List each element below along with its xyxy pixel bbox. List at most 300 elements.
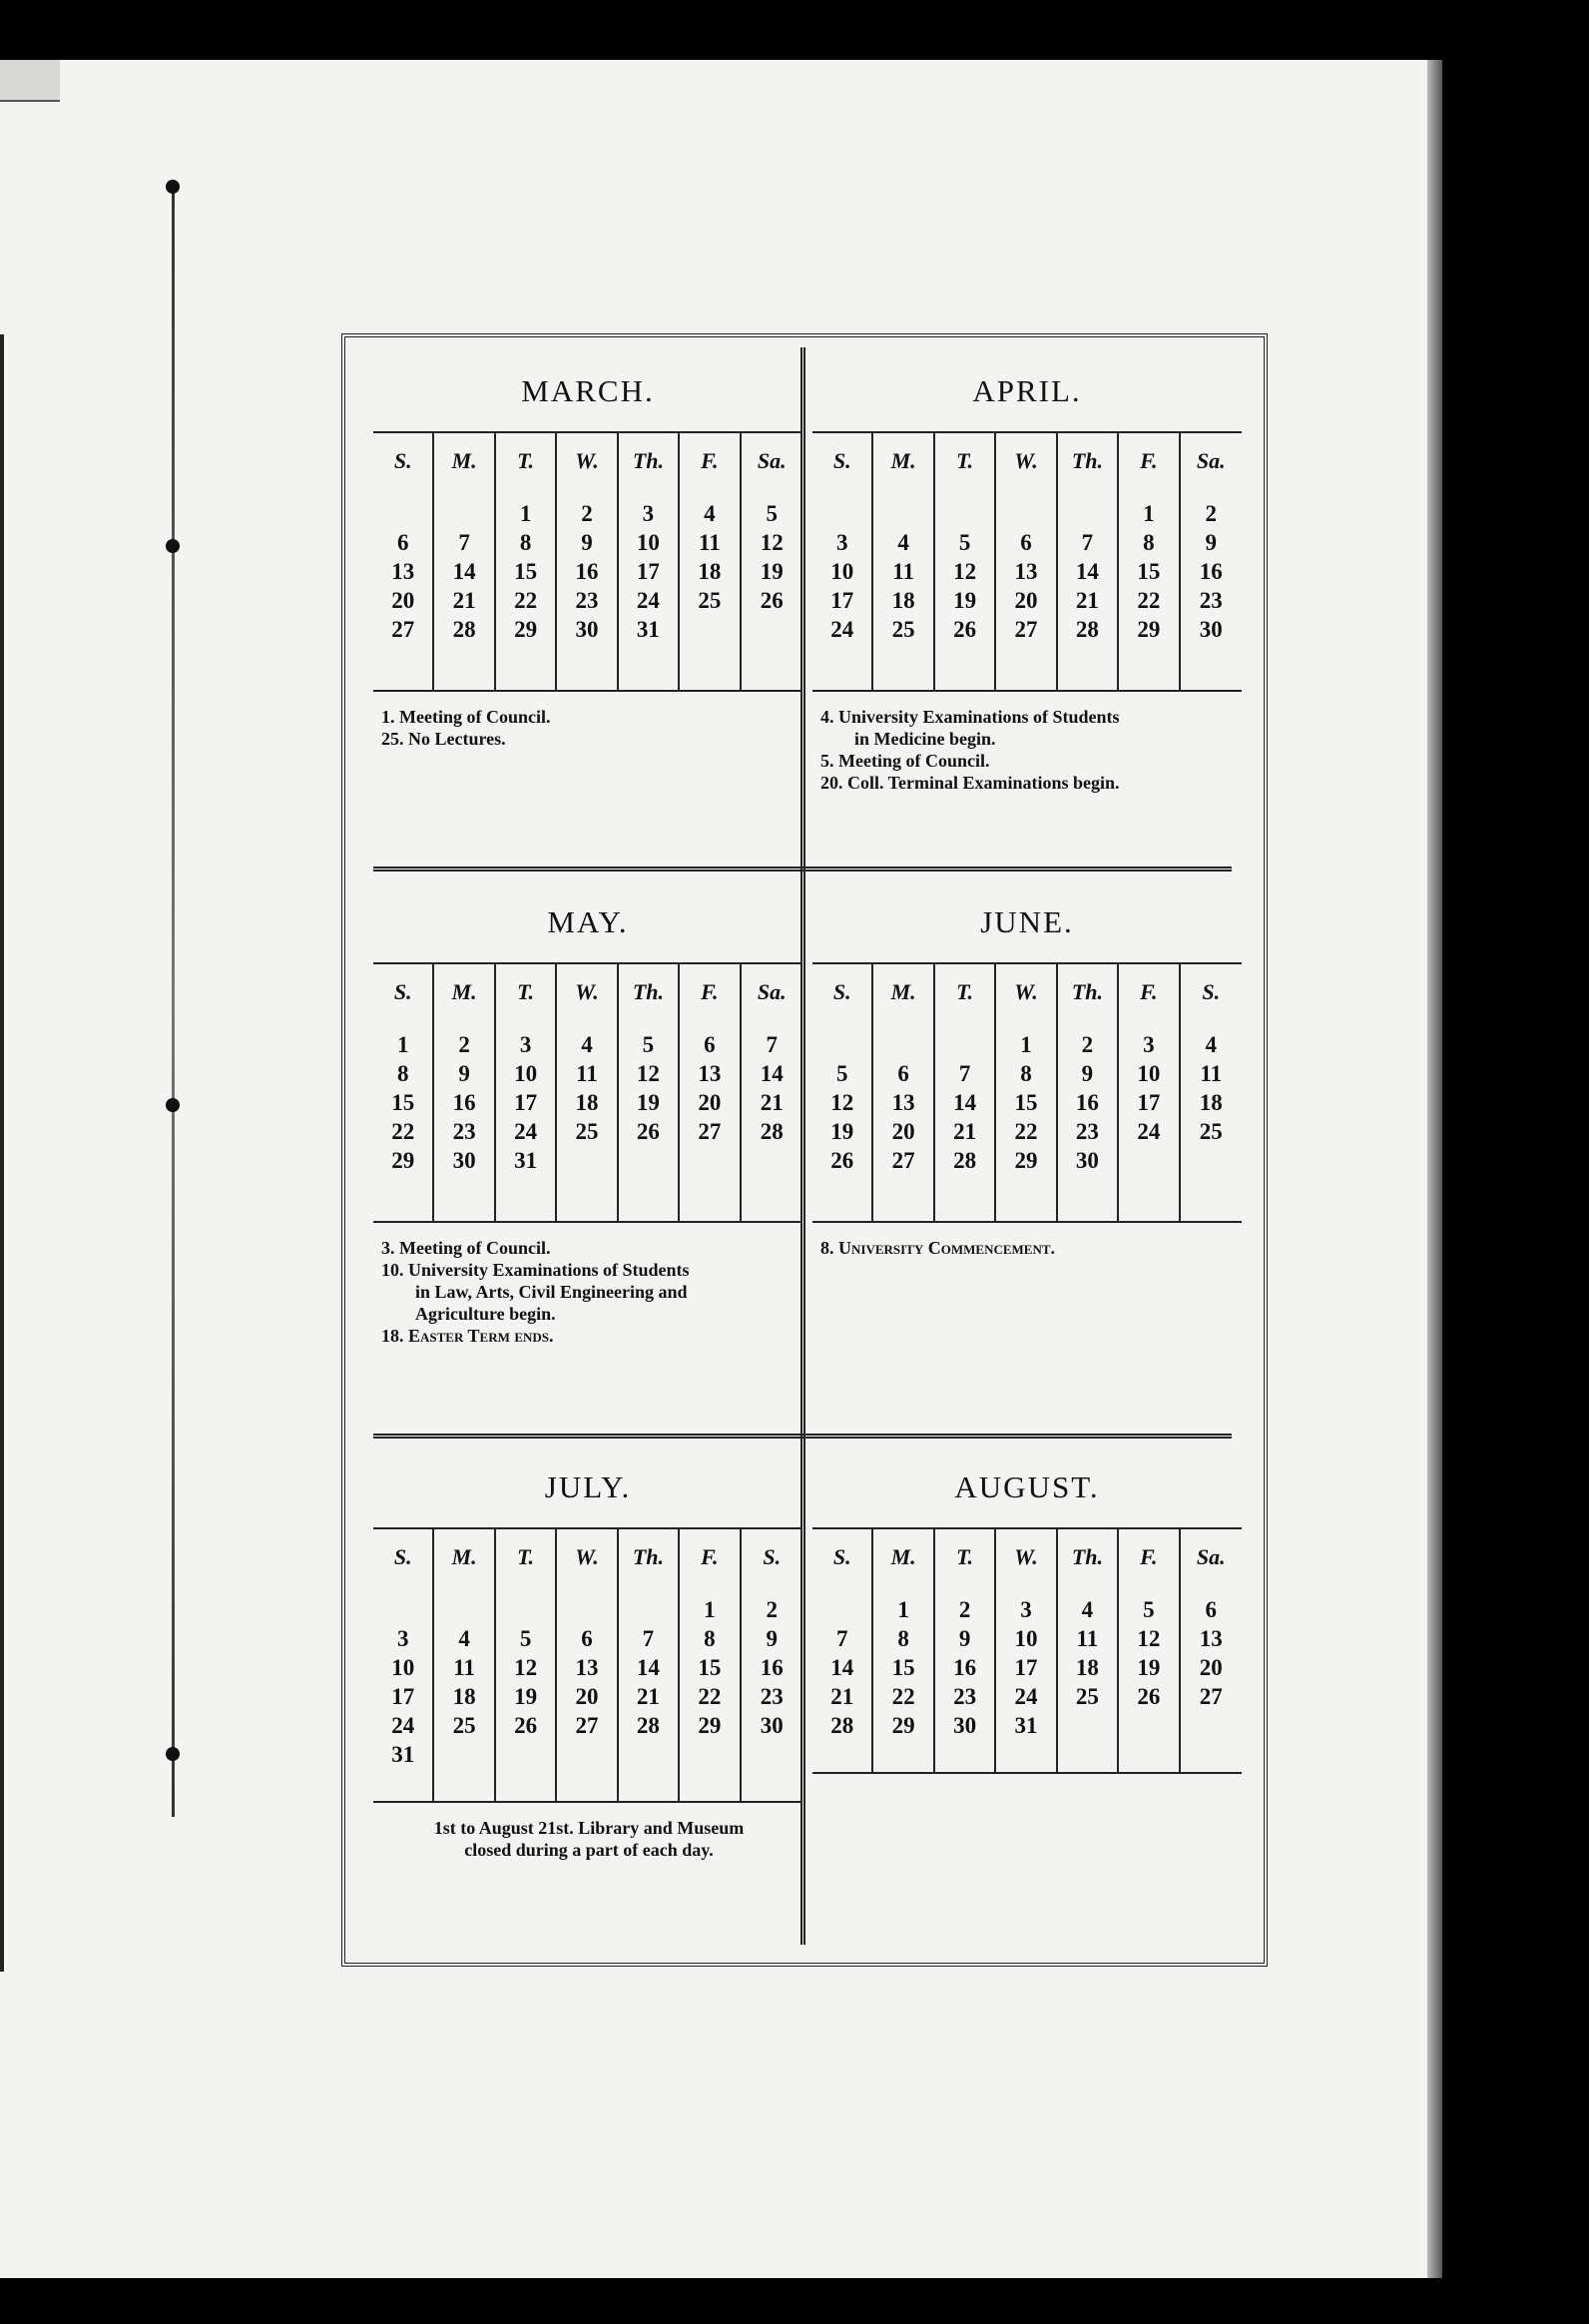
weekday-column <box>873 964 934 1221</box>
day-cell: 2 <box>458 1032 470 1057</box>
event-note: Agriculture begin. <box>415 1304 556 1324</box>
day-cell: 25 <box>575 1119 599 1144</box>
day-cell: 19 <box>1137 1655 1161 1680</box>
day-cell: 26 <box>760 588 784 613</box>
weekday-column <box>996 1529 1057 1772</box>
day-cell: 7 <box>458 530 470 555</box>
weekday-column <box>1058 1529 1119 1772</box>
day-cell: 18 <box>1075 1655 1099 1680</box>
weekday-column <box>496 964 557 1221</box>
weekday-header: S. <box>393 448 412 473</box>
day-cell: 8 <box>1143 530 1155 555</box>
day-cell: 11 <box>892 559 914 584</box>
day-cell: 17 <box>1014 1655 1038 1680</box>
day-cell: 27 <box>1199 1684 1223 1709</box>
day-cell: 17 <box>636 559 660 584</box>
day-cell: 27 <box>1014 617 1038 642</box>
day-cell: 7 <box>958 1061 971 1086</box>
day-cell: 4 <box>1205 1032 1218 1057</box>
event-note: in Law, Arts, Civil Engineering and <box>415 1282 688 1302</box>
day-cell: 30 <box>575 617 599 642</box>
day-cell: 10 <box>391 1655 415 1680</box>
page-edge-strip <box>0 60 60 102</box>
day-cell: 6 <box>581 1626 593 1651</box>
month-notes <box>373 1223 802 1347</box>
weekday-header: Th. <box>632 448 665 473</box>
day-cell: 10 <box>1137 1061 1161 1086</box>
day-cell: 25 <box>698 588 722 613</box>
day-cell: 14 <box>636 1655 660 1680</box>
day-cell: 5 <box>835 1061 848 1086</box>
day-cell: 26 <box>953 617 977 642</box>
weekday-header: F. <box>1140 979 1158 1004</box>
day-cell: 27 <box>391 617 415 642</box>
day-cell: 28 <box>953 1148 977 1173</box>
weekday-column <box>935 964 996 1221</box>
day-cell: 20 <box>575 1684 599 1709</box>
weekday-column <box>557 433 618 690</box>
weekday-column <box>935 1529 996 1772</box>
month-grid <box>812 433 1242 692</box>
weekday-header: S. <box>832 448 851 473</box>
month-march <box>373 365 802 750</box>
day-cell: 4 <box>897 530 909 555</box>
weekday-header: W. <box>575 979 599 1004</box>
weekday-header: M. <box>451 979 477 1004</box>
day-cell: 11 <box>576 1061 598 1086</box>
day-cell: 21 <box>953 1119 977 1144</box>
weekday-column <box>742 964 802 1221</box>
month-april <box>812 365 1242 794</box>
day-cell: 26 <box>830 1148 854 1173</box>
stitch-mark <box>166 180 180 194</box>
month-title: APRIL. <box>972 373 1082 408</box>
weekday-header: W. <box>575 1544 599 1569</box>
month-august <box>812 1461 1242 1788</box>
stitch-mark <box>166 1098 180 1112</box>
day-cell: 15 <box>1014 1090 1038 1115</box>
month-may <box>373 896 802 1347</box>
weekday-header: F. <box>1140 448 1158 473</box>
weekday-header: M. <box>451 1544 477 1569</box>
event-note: 1st to August 21st. Library and Museum <box>433 1818 745 1838</box>
day-cell: 16 <box>575 559 599 584</box>
day-cell: 7 <box>1081 530 1094 555</box>
day-cell: 29 <box>514 617 538 642</box>
weekday-column <box>680 1529 741 1801</box>
weekday-header: Th. <box>632 979 665 1004</box>
event-note: closed during a part of each day. <box>464 1840 714 1860</box>
day-cell: 25 <box>1075 1684 1099 1709</box>
weekday-column <box>557 964 618 1221</box>
day-cell: 12 <box>1137 1626 1161 1651</box>
day-cell: 21 <box>760 1090 784 1115</box>
section-separator <box>373 867 1232 872</box>
day-cell: 30 <box>1199 617 1223 642</box>
day-cell: 3 <box>642 501 655 526</box>
day-cell: 3 <box>835 530 848 555</box>
day-cell: 2 <box>958 1597 971 1622</box>
day-cell: 18 <box>452 1684 476 1709</box>
day-cell: 15 <box>1137 559 1161 584</box>
day-cell: 24 <box>636 588 660 613</box>
weekday-column <box>996 964 1057 1221</box>
day-cell: 11 <box>1200 1061 1223 1086</box>
month-title: MAY. <box>547 904 629 939</box>
day-cell: 6 <box>1020 530 1032 555</box>
day-cell: 22 <box>1014 1119 1038 1144</box>
day-cell: 26 <box>514 1713 538 1738</box>
day-cell: 14 <box>830 1655 854 1680</box>
weekday-column <box>1119 1529 1180 1772</box>
stitch-mark <box>166 1747 180 1761</box>
weekday-header: F. <box>701 448 719 473</box>
weekday-header: Th. <box>1071 1544 1104 1569</box>
day-cell: 3 <box>519 1032 532 1057</box>
day-cell: 1 <box>1143 501 1155 526</box>
month-title: JUNE. <box>980 904 1074 939</box>
event-note: 25. No Lectures. <box>381 729 506 749</box>
weekday-column <box>434 1529 495 1801</box>
stitch-mark <box>166 539 180 553</box>
day-cell: 11 <box>1076 1626 1099 1651</box>
weekday-column <box>680 433 741 690</box>
weekday-header: T. <box>517 448 535 473</box>
left-page-rule <box>0 334 4 1972</box>
day-cell: 21 <box>452 588 476 613</box>
day-cell: 31 <box>514 1148 538 1173</box>
day-cell: 23 <box>575 588 599 613</box>
day-cell: 23 <box>1075 1119 1099 1144</box>
day-cell: 13 <box>575 1655 599 1680</box>
weekday-header: F. <box>701 979 719 1004</box>
weekday-header: F. <box>701 1544 719 1569</box>
weekday-column <box>619 433 680 690</box>
day-cell: 8 <box>519 530 532 555</box>
calendar-frame <box>341 333 1268 1967</box>
day-cell: 10 <box>830 559 854 584</box>
month-title: JULY. <box>544 1469 632 1504</box>
day-cell: 1 <box>897 1597 909 1622</box>
month-notes <box>812 1223 1242 1259</box>
event-note: 20. Coll. Terminal Examinations begin. <box>820 773 1120 793</box>
day-cell: 25 <box>1199 1119 1223 1144</box>
day-cell: 5 <box>519 1626 532 1651</box>
day-cell: 21 <box>636 1684 660 1709</box>
day-cell: 14 <box>452 559 476 584</box>
day-cell: 24 <box>1014 1684 1038 1709</box>
weekday-header: M. <box>451 448 477 473</box>
weekday-header: M. <box>890 979 916 1004</box>
day-cell: 17 <box>514 1090 538 1115</box>
weekday-header: T. <box>956 1544 974 1569</box>
weekday-header: S. <box>832 979 851 1004</box>
weekday-header: W. <box>1014 979 1038 1004</box>
day-cell: 7 <box>766 1032 779 1057</box>
weekday-header: T. <box>517 1544 535 1569</box>
day-cell: 3 <box>1143 1032 1155 1057</box>
day-cell: 16 <box>452 1090 476 1115</box>
weekday-header: M. <box>890 1544 916 1569</box>
weekday-column <box>1181 964 1242 1221</box>
day-cell: 2 <box>1205 501 1218 526</box>
event-note: 8. University Commencement. <box>820 1238 1056 1258</box>
weekday-header: Sa. <box>1196 448 1226 473</box>
day-cell: 19 <box>514 1684 538 1709</box>
day-cell: 15 <box>698 1655 722 1680</box>
weekday-header: S. <box>393 979 412 1004</box>
day-cell: 7 <box>642 1626 655 1651</box>
day-cell: 16 <box>1199 559 1223 584</box>
day-cell: 8 <box>897 1626 909 1651</box>
day-cell: 6 <box>1205 1597 1218 1622</box>
day-cell: 11 <box>453 1655 475 1680</box>
day-cell: 27 <box>698 1119 722 1144</box>
day-cell: 22 <box>891 1684 915 1709</box>
day-cell: 4 <box>581 1032 593 1057</box>
day-cell: 19 <box>830 1119 854 1144</box>
day-cell: 14 <box>760 1061 784 1086</box>
day-cell: 6 <box>704 1032 716 1057</box>
day-cell: 11 <box>698 530 721 555</box>
weekday-column <box>680 964 741 1221</box>
month-notes <box>373 692 802 750</box>
day-cell: 15 <box>391 1090 415 1115</box>
day-cell: 8 <box>396 1061 409 1086</box>
day-cell: 24 <box>830 617 854 642</box>
day-cell: 4 <box>458 1626 470 1651</box>
weekday-header: W. <box>575 448 599 473</box>
day-cell: 6 <box>897 1061 909 1086</box>
day-cell: 30 <box>760 1713 784 1738</box>
day-cell: 26 <box>1137 1684 1161 1709</box>
day-cell: 5 <box>1143 1597 1155 1622</box>
event-note: 18. Easter Term ends. <box>381 1326 554 1346</box>
weekday-header: S. <box>763 1544 782 1569</box>
day-cell: 20 <box>698 1090 722 1115</box>
day-cell: 10 <box>514 1061 538 1086</box>
day-cell: 28 <box>636 1713 660 1738</box>
day-cell: 29 <box>391 1148 415 1173</box>
weekday-header: T. <box>956 448 974 473</box>
weekday-column <box>1119 964 1180 1221</box>
day-cell: 20 <box>1014 588 1038 613</box>
weekday-column <box>812 964 873 1221</box>
month-notes <box>812 1774 1242 1788</box>
day-cell: 5 <box>766 501 779 526</box>
month-july <box>373 1461 802 1861</box>
day-cell: 8 <box>1020 1061 1032 1086</box>
day-cell: 13 <box>1199 1626 1223 1651</box>
day-cell: 5 <box>958 530 971 555</box>
day-cell: 25 <box>452 1713 476 1738</box>
day-cell: 15 <box>891 1655 915 1680</box>
month-grid <box>812 964 1242 1223</box>
day-cell: 9 <box>1205 530 1218 555</box>
day-cell: 16 <box>953 1655 977 1680</box>
weekday-column <box>996 433 1057 690</box>
weekday-column <box>373 433 434 690</box>
weekday-column <box>619 964 680 1221</box>
day-cell: 21 <box>1075 588 1099 613</box>
day-cell: 9 <box>1081 1061 1094 1086</box>
section-separator <box>373 1434 1232 1439</box>
weekday-column <box>496 1529 557 1801</box>
day-cell: 2 <box>766 1597 779 1622</box>
event-note: 3. Meeting of Council. <box>381 1238 551 1258</box>
weekday-column <box>1058 964 1119 1221</box>
day-cell: 1 <box>396 1032 409 1057</box>
day-cell: 20 <box>1199 1655 1223 1680</box>
day-cell: 22 <box>514 588 538 613</box>
weekday-column <box>935 433 996 690</box>
weekday-header: S. <box>393 1544 412 1569</box>
day-cell: 9 <box>958 1626 971 1651</box>
day-cell: 30 <box>953 1713 977 1738</box>
day-cell: 14 <box>953 1090 977 1115</box>
weekday-column <box>373 964 434 1221</box>
day-cell: 12 <box>830 1090 854 1115</box>
weekday-column <box>1058 433 1119 690</box>
day-cell: 25 <box>891 617 915 642</box>
day-cell: 13 <box>1014 559 1038 584</box>
weekday-column <box>434 964 495 1221</box>
day-cell: 19 <box>636 1090 660 1115</box>
day-cell: 4 <box>1081 1597 1094 1622</box>
month-notes <box>373 1803 802 1861</box>
weekday-header: Sa. <box>757 979 787 1004</box>
month-title: AUGUST. <box>954 1469 1100 1504</box>
weekday-column <box>619 1529 680 1801</box>
day-cell: 3 <box>396 1626 409 1651</box>
event-note: 5. Meeting of Council. <box>820 751 990 771</box>
day-cell: 31 <box>391 1742 415 1767</box>
day-cell: 12 <box>760 530 784 555</box>
day-cell: 22 <box>391 1119 415 1144</box>
day-cell: 16 <box>1075 1090 1099 1115</box>
day-cell: 9 <box>766 1626 779 1651</box>
day-cell: 4 <box>704 501 716 526</box>
weekday-header: T. <box>517 979 535 1004</box>
binding-thread <box>166 180 180 1817</box>
month-grid <box>373 1529 802 1803</box>
day-cell: 28 <box>830 1713 854 1738</box>
day-cell: 20 <box>891 1119 915 1144</box>
month-notes <box>812 692 1242 794</box>
day-cell: 22 <box>1137 588 1161 613</box>
day-cell: 2 <box>581 501 593 526</box>
day-cell: 28 <box>760 1119 784 1144</box>
day-cell: 29 <box>1137 617 1161 642</box>
day-cell: 9 <box>581 530 593 555</box>
month-grid <box>812 1529 1242 1774</box>
day-cell: 8 <box>704 1626 716 1651</box>
weekday-column <box>1119 433 1180 690</box>
page-right-shadow <box>1427 60 1442 2278</box>
day-cell: 29 <box>698 1713 722 1738</box>
weekday-column <box>812 433 873 690</box>
day-cell: 30 <box>1075 1148 1099 1173</box>
day-cell: 26 <box>636 1119 660 1144</box>
day-cell: 10 <box>636 530 660 555</box>
day-cell: 18 <box>698 559 722 584</box>
event-note: 4. University Examinations of Students <box>820 707 1120 727</box>
day-cell: 13 <box>698 1061 722 1086</box>
weekday-header: S. <box>1202 979 1221 1004</box>
day-cell: 21 <box>830 1684 854 1709</box>
day-cell: 17 <box>391 1684 415 1709</box>
day-cell: 7 <box>835 1626 848 1651</box>
day-cell: 24 <box>1137 1119 1161 1144</box>
day-cell: 17 <box>1137 1090 1161 1115</box>
weekday-header: T. <box>956 979 974 1004</box>
day-cell: 23 <box>953 1684 977 1709</box>
day-cell: 5 <box>642 1032 655 1057</box>
day-cell: 1 <box>519 501 532 526</box>
weekday-column <box>873 1529 934 1772</box>
day-cell: 20 <box>391 588 415 613</box>
weekday-column <box>496 433 557 690</box>
weekday-header: S. <box>832 1544 851 1569</box>
weekday-header: M. <box>890 448 916 473</box>
day-cell: 16 <box>760 1655 784 1680</box>
day-cell: 13 <box>391 559 415 584</box>
day-cell: 22 <box>698 1684 722 1709</box>
weekday-column <box>1181 433 1242 690</box>
weekday-column <box>812 1529 873 1772</box>
day-cell: 31 <box>1014 1713 1038 1738</box>
weekday-header: Th. <box>1071 979 1104 1004</box>
month-june <box>812 896 1242 1259</box>
month-grid <box>373 433 802 692</box>
day-cell: 27 <box>891 1148 915 1173</box>
day-cell: 12 <box>514 1655 538 1680</box>
day-cell: 1 <box>1020 1032 1032 1057</box>
weekday-column <box>373 1529 434 1801</box>
day-cell: 23 <box>1199 588 1223 613</box>
day-cell: 2 <box>1081 1032 1094 1057</box>
weekday-column <box>742 1529 802 1801</box>
day-cell: 1 <box>704 1597 716 1622</box>
day-cell: 28 <box>1075 617 1099 642</box>
day-cell: 3 <box>1020 1597 1032 1622</box>
day-cell: 28 <box>452 617 476 642</box>
day-cell: 24 <box>391 1713 415 1738</box>
month-grid <box>373 964 802 1223</box>
day-cell: 6 <box>396 530 409 555</box>
day-cell: 14 <box>1075 559 1099 584</box>
event-note: 10. University Examinations of Students <box>381 1260 690 1280</box>
weekday-column <box>434 433 495 690</box>
day-cell: 23 <box>452 1119 476 1144</box>
day-cell: 19 <box>760 559 784 584</box>
day-cell: 12 <box>953 559 977 584</box>
weekday-header: W. <box>1014 1544 1038 1569</box>
day-cell: 31 <box>636 617 660 642</box>
day-cell: 23 <box>760 1684 784 1709</box>
weekday-header: W. <box>1014 448 1038 473</box>
weekday-column <box>873 433 934 690</box>
day-cell: 13 <box>891 1090 915 1115</box>
day-cell: 19 <box>953 588 977 613</box>
weekday-header: Sa. <box>1196 1544 1226 1569</box>
weekday-header: Sa. <box>757 448 787 473</box>
day-cell: 24 <box>514 1119 538 1144</box>
day-cell: 30 <box>452 1148 476 1173</box>
day-cell: 17 <box>830 588 854 613</box>
day-cell: 9 <box>458 1061 470 1086</box>
day-cell: 12 <box>636 1061 660 1086</box>
